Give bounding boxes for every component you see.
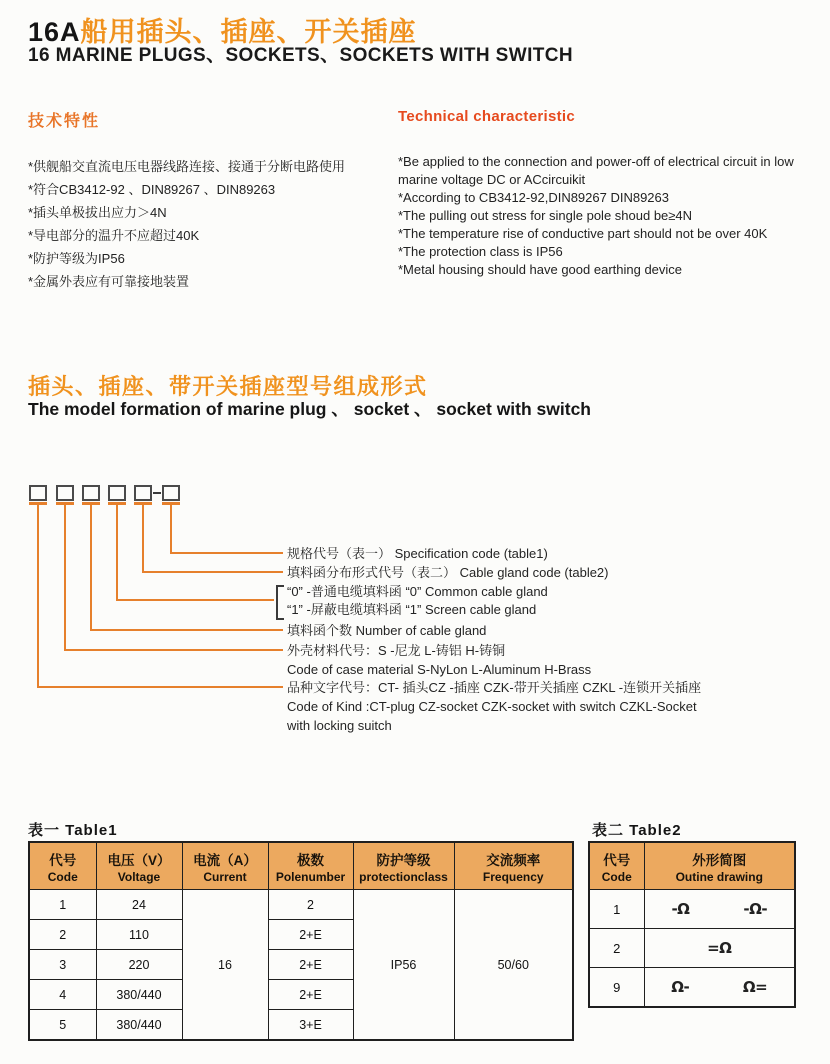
table-row	[589, 890, 795, 929]
cell-voltage: 220	[96, 950, 182, 980]
cell-pole: 2+E	[268, 950, 353, 980]
model-code-underlines	[29, 502, 180, 505]
tech-bullet-zh: *插头单极拔出应力＞4N	[28, 205, 167, 220]
cell-voltage: 24	[96, 890, 182, 920]
cell-pole: 2+E	[268, 980, 353, 1010]
table1	[28, 841, 574, 1041]
tech-bullets-en	[398, 153, 812, 279]
cell-outline-drawing	[644, 968, 795, 1008]
cell-code: 2	[589, 929, 644, 968]
tech-bullet-en: *Be applied to the connection and power-off of electrical circuit in low marine voltage DC or ACcircuikit	[398, 154, 794, 187]
cell-voltage: 380/440	[96, 1010, 182, 1041]
tech-bullet-en: *According to CB3412-92,DIN89267 DIN89263	[398, 190, 670, 205]
tech-bullet-en: *The pulling out stress for single pole shoud be≥4N	[398, 208, 693, 223]
cell-frequency-merged: 50/60	[454, 890, 573, 1041]
tech-bullets-zh	[28, 155, 388, 293]
model-code-box	[109, 486, 125, 500]
cell-voltage: 380/440	[96, 980, 182, 1010]
tech-heading-en: Technical characteristic	[398, 108, 576, 125]
cell-pole: 2	[268, 890, 353, 920]
cell-code: 9	[589, 968, 644, 1008]
connector-line	[65, 505, 283, 650]
diagram-label-cable-gland-code: 填料函分布形式代号（表二） Cable gland code (table2)	[287, 565, 609, 580]
cell-code: 3	[29, 950, 96, 980]
gland-outline-drawing-icon: -Ω-	[743, 900, 768, 918]
cell-code: 1	[29, 890, 96, 920]
page-title-en: 16 MARINE PLUGS、SOCKETS、SOCKETS WITH SWITCH	[28, 45, 574, 66]
model-code-box	[57, 486, 73, 500]
gland-outline-drawing-icon: Ω-	[671, 978, 690, 996]
cell-code: 5	[29, 1010, 96, 1041]
cell-voltage: 110	[96, 920, 182, 950]
cell-pole: 3+E	[268, 1010, 353, 1041]
table2	[588, 841, 796, 1008]
diagram-label-kind-code-en: Code of Kind :CT-plug CZ-socket CZK-socket with switch CZKL-Socket	[287, 699, 697, 714]
connector-line	[143, 505, 283, 572]
tech-heading-zh: 技术特性	[28, 113, 101, 130]
gland-outline-drawing-icon: =Ω	[707, 939, 732, 957]
gland-outline-drawing-icon: Ω=	[742, 978, 768, 996]
connector-line	[38, 505, 283, 687]
table1-header-row	[29, 842, 573, 890]
diagram-label-gland-number: 填料函个数 Number of cable gland	[287, 623, 487, 638]
table1-title: 表一 Table1	[28, 822, 118, 839]
tech-bullet-zh: *金属外表应有可靠接地装置	[28, 274, 190, 289]
tech-bullet-en: *Metal housing should have good earthing device	[398, 262, 683, 277]
diagram-label-common-gland: “0” -普通电缆填料函 “0” Common cable gland	[287, 584, 548, 599]
model-heading-zh: 插头、插座、带开关插座型号组成形式	[28, 374, 428, 399]
tech-bullet-en: *The temperature rise of conductive part should not be over 40K	[398, 226, 768, 241]
cell-pole: 2+E	[268, 920, 353, 950]
model-code-box	[163, 486, 179, 500]
table-row	[589, 968, 795, 1008]
table2-header-row	[589, 842, 795, 890]
diagram-label-specification-code: 规格代号（表一） Specification code (table1)	[287, 546, 548, 561]
page-title-zh: 船用插头、插座、开关插座	[80, 17, 417, 47]
table2-title: 表二 Table2	[592, 822, 682, 839]
cell-code: 2	[29, 920, 96, 950]
tech-bullet-zh: *防护等级为IP56	[28, 251, 125, 266]
diagram-label-kind-code-zh: 品种文字代号：CT- 插头CZ -插座 CZK-带开关插座 CZKL -连锁开关插座	[287, 680, 702, 695]
tech-bullet-zh: *供舰船交直流电压电器线路连接、接通于分断电路使用	[28, 159, 346, 174]
cell-outline-drawing	[644, 929, 795, 968]
tech-bullet-en: *The protection class is IP56	[398, 244, 563, 259]
options-bracket	[276, 585, 284, 620]
model-code-box	[83, 486, 99, 500]
table2-header-code: 代号 Code	[589, 842, 644, 890]
connector-line	[91, 505, 283, 630]
table2-header-outline-drawing: 外形简图 Outine drawing	[644, 842, 795, 890]
table1-header-current: 电流（A） Current	[182, 842, 268, 890]
cell-outline-drawing	[644, 890, 795, 929]
cell-protection-merged: IP56	[353, 890, 454, 1041]
connector-line	[171, 505, 283, 553]
cell-code: 1	[589, 890, 644, 929]
table1-header-protectionclass: 防护等级 protectionclass	[353, 842, 454, 890]
table1-header-frequency: 交流频率 Frequency	[454, 842, 573, 890]
diagram-label-kind-code-en2: with locking suitch	[287, 718, 392, 733]
page-title-prefix: 16A	[28, 17, 81, 47]
cell-code: 4	[29, 980, 96, 1010]
table1-header-polenumber: 极数 Polenumber	[268, 842, 353, 890]
model-heading-en: The model formation of marine plug 、 socket 、 socket with switch	[28, 399, 591, 419]
table-row	[589, 929, 795, 968]
diagram-label-screen-gland: “1” -屏蔽电缆填料函 “1” Screen cable gland	[287, 602, 537, 617]
diagram-label-case-material-zh: 外壳材料代号：S -尼龙 L-铸铝 H-铸铜	[287, 643, 506, 658]
tech-bullet-zh: *导电部分的温升不应超过40K	[28, 228, 200, 243]
diagram-label-case-material-en: Code of case material S-NyLon L-Aluminum H-Brass	[287, 662, 592, 677]
gland-outline-drawing-icon: -Ω	[671, 900, 690, 918]
table1-header-voltage: 电压（V） Voltage	[96, 842, 182, 890]
connector-lines	[38, 505, 283, 687]
model-code-box	[30, 486, 46, 500]
table-row	[29, 890, 573, 920]
tech-bullet-zh: *符合CB3412-92 、DIN89267 、DIN89263	[28, 182, 276, 197]
table1-header-code: 代号 Code	[29, 842, 96, 890]
model-code-box	[135, 486, 151, 500]
cell-current-merged: 16	[182, 890, 268, 1041]
